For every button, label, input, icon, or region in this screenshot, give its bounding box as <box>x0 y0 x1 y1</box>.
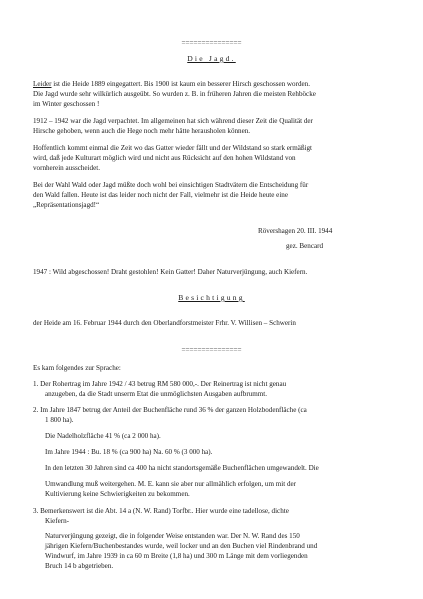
paragraph-1-line-3: im Winter geschossen ! <box>33 100 100 108</box>
signature: gez. Bencard <box>286 242 324 250</box>
item-2-line-3: Die Nadelholzfläche 41 % (ca 2 000 ha). <box>45 432 161 440</box>
item-1-line-2: anzugeben, da die Stadt unserm Etat die unmöglichsten Ausgaben aufbrummt. <box>45 390 268 398</box>
separator-middle: =============== <box>181 346 242 354</box>
besichtigung-subtitle: der Heide am 16. Februar 1944 durch den Oberlandforstmeister Frhr. V. Willisen – Schwerin <box>33 319 296 327</box>
item-3-line-1: 3. Bemerkenswert ist die Abt. 14 a (N. W. Rand) Torfbr.. Hier wurde eine tadellose, dichte <box>33 507 289 515</box>
item-3-line-3: Naturverjüngung gezeigt, die in folgender Weise entstanden war. Der N. W. Rand des 150 <box>45 532 300 540</box>
underlined-word: Leider <box>33 80 52 88</box>
paragraph-1-line-2: Die Jagd wurde sehr wilkürlich ausgeübt. So wurden z. B. in früheren Jahren die meisten Rehböcke <box>33 90 316 98</box>
paragraph-3-line-3: vornherein ausscheidet. <box>33 164 100 172</box>
paragraph-4-line-3: „Repräsentationsjagd!“ <box>33 201 100 209</box>
place-date: Rövershagen 20. III. 1944 <box>258 227 333 235</box>
paragraph-3-line-2: wird, daß jede Kulturart möglich wird und nicht aus Rücksicht auf den hohen Wildstand von <box>33 154 296 162</box>
item-2-line-1: 2. Im Jahre 1847 betrug der Anteil der Buchenfläche rund 36 % der ganzen Holzbodenfläche (ca <box>33 406 307 414</box>
paragraph-4-line-1: Bei der Wahl Wald oder Jagd müßte doch wohl bei einsichtigen Stadtvätern die Entscheidung für <box>33 181 309 189</box>
separator-top: =============== <box>181 39 242 47</box>
paragraph-2-line-1: 1912 – 1942 war die Jagd verpachtet. Im allgemeinen hat sich während dieser Zeit die Qualität der <box>33 117 313 125</box>
section-title-besichtigung: Besichtigung <box>178 293 245 302</box>
item-2-line-4: Im Jahre 1944 : Bu. 18 % (ca 900 ha) Na. 60 % (3 000 ha). <box>45 448 213 456</box>
paragraph-3-line-1: Hoffentlich kommt einmal die Zeit wo das Gatter wieder fällt und der Wildstand so stark ermäßigt <box>33 144 312 152</box>
paragraph-4-line-2: den Wald fallen. Heute ist das leider noch nicht der Fall, vielmehr ist die Heide heute eine <box>33 191 288 199</box>
item-2-line-7: Kultivierung keine Schwierigkeiten zu bekommen. <box>45 490 190 498</box>
section-title-jagd: Die Jagd. <box>187 54 236 63</box>
item-1-line-1: 1. Der Rohertrag im Jahre 1942 / 43 betrug RM 580 000,-. Der Reinertrag ist nicht genau <box>33 380 287 388</box>
item-2-line-2: 1 800 ha). <box>45 416 74 424</box>
item-3-line-2: Kiefern- <box>45 517 70 525</box>
intro-line: Es kam folgendes zur Sprache: <box>33 364 121 372</box>
item-2-line-5: In den letzten 30 Jahren sind ca 400 ha nicht standortsgemäße Buchenflächen umgewandelt. Die <box>45 464 319 472</box>
note-1947: 1947 : Wild abgeschossen! Draht gestohlen! Kein Gatter! Daher Naturverjüngung, auch Kiefern. <box>33 268 308 276</box>
paragraph-2-line-2: Hirsche gehoben, wenn auch die Hege noch mehr hätte herausholen können. <box>33 127 251 135</box>
item-3-line-5: Windwurf, im Jahre 1939 in ca 60 m Breite (1,8 ha) und 300 m Länge mit dem vorliegenden <box>45 552 308 560</box>
item-3-line-6: Bruch 14 b abgetrieben. <box>45 562 114 570</box>
paragraph-1-line-1: Leider ist die Heide 1889 eingegattert. Bis 1900 ist kaum ein besserer Hirsch geschossen worden. <box>33 80 310 88</box>
item-3-line-4: jährigen Kiefern/Buchenbestandes wurde, weil locker und an den Buchen viel Rindenbrand und <box>45 542 318 550</box>
item-2-line-6: Umwandlung muß weitergehen. M. E. kann sie aber nur allmählich erfolgen, um mit der <box>45 480 297 488</box>
